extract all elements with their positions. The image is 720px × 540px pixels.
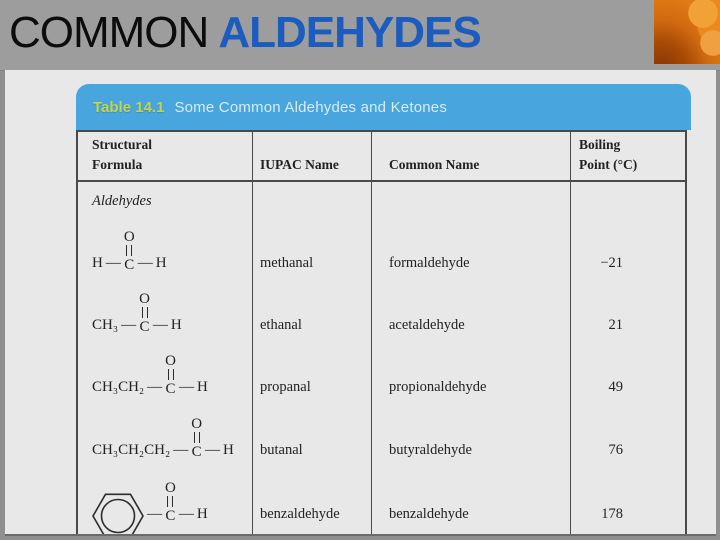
title-band (0, 0, 720, 71)
carbonyl-group (124, 230, 135, 272)
carbonyl-group (139, 292, 150, 334)
table-row (78, 344, 685, 406)
cell-structural-formula (78, 344, 252, 406)
aldehydes-table (76, 130, 687, 536)
column-header-line: Structural (92, 136, 152, 152)
formula-suffix: H (155, 254, 167, 271)
column-header (252, 132, 371, 180)
formula-prefix: CH₃CH₂ (92, 378, 145, 395)
table-row (78, 469, 685, 536)
formula-suffix: H (196, 378, 208, 395)
pills-photo (654, 0, 720, 64)
carbonyl-group (165, 481, 176, 523)
cell-common-name: formaldehyde (371, 216, 570, 282)
bond-dash: — (121, 316, 137, 333)
cell-common-name: propionaldehyde (371, 344, 570, 406)
oxygen-atom: O (123, 229, 135, 245)
carbon-atom: C (124, 257, 135, 273)
formula-prefix: CH₃ (92, 316, 119, 333)
double-bond-icon (167, 496, 173, 507)
cell-iupac-name: benzaldehyde (252, 469, 371, 536)
cell-structural-formula (78, 282, 252, 344)
oxygen-atom: O (165, 480, 176, 496)
title-word-common: COMMON (9, 8, 209, 57)
double-bond-icon (126, 245, 132, 256)
carbon-atom: C (139, 319, 150, 335)
cell-boiling-point: −21 (570, 216, 685, 282)
table-banner (76, 84, 691, 130)
bond-dash: — (178, 505, 194, 522)
column-header (78, 132, 252, 180)
cell-boiling-point: 178 (570, 469, 685, 536)
column-header (371, 132, 570, 180)
formula-prefix: CH₃CH₂CH₂ (92, 441, 171, 458)
banner-label: Table 14.1 (93, 98, 165, 116)
column-header-line: Formula (92, 156, 143, 172)
cell-iupac-name: ethanal (252, 282, 371, 344)
cell-iupac-name: propanal (252, 344, 371, 406)
cell-common-name: butyraldehyde (371, 406, 570, 469)
oxygen-atom: O (165, 353, 176, 369)
section-label: Aldehydes (92, 192, 152, 209)
scanned-page (5, 70, 716, 536)
cell-common-name: acetaldehyde (371, 282, 570, 344)
column-header-line: Boiling (579, 136, 621, 152)
cell-boiling-point: 76 (570, 406, 685, 469)
carbon-atom: C (165, 381, 176, 397)
slide-title (9, 8, 481, 59)
bond-dash: — (173, 441, 189, 458)
cell-common-name: benzaldehyde (371, 469, 570, 536)
bond-dash: — (178, 378, 194, 395)
formula-suffix: H (196, 505, 208, 522)
table-body (78, 182, 685, 536)
cell-structural-formula (78, 216, 252, 282)
bond-dash: — (105, 254, 121, 271)
formula-prefix: H (92, 254, 103, 271)
carbon-atom: C (165, 508, 176, 524)
cell-iupac-name: butanal (252, 406, 371, 469)
empty-cell (570, 182, 685, 216)
double-bond-icon (142, 307, 148, 318)
bond-dash: — (147, 378, 163, 395)
bond-dash: — (205, 441, 221, 458)
carbonyl-group (165, 354, 176, 396)
column-header-line: Common Name (389, 156, 480, 172)
bond-dash: — (137, 254, 153, 271)
cell-structural-formula (78, 406, 252, 469)
carbonyl-group (191, 417, 202, 459)
formula-suffix: H (223, 441, 234, 458)
column-header-line: Point (°C) (579, 156, 638, 172)
oxygen-atom: O (139, 291, 150, 307)
cell-structural-formula (78, 469, 252, 536)
cell-boiling-point: 49 (570, 344, 685, 406)
title-word-aldehydes: ALDEHYDES (218, 8, 481, 57)
bond-dash: — (152, 316, 168, 333)
table-header-row (78, 132, 685, 182)
cell-iupac-name: methanal (252, 216, 371, 282)
table-row (78, 282, 685, 344)
carbon-atom: C (191, 444, 202, 460)
column-header-line: IUPAC Name (260, 156, 339, 172)
cell-structural-formula (78, 182, 252, 216)
table-row (78, 216, 685, 282)
column-header (570, 132, 685, 180)
double-bond-icon (168, 369, 174, 380)
formula-suffix: H (170, 316, 182, 333)
empty-cell (371, 182, 570, 216)
cell-boiling-point: 21 (570, 282, 685, 344)
empty-cell (252, 182, 371, 216)
table-row (78, 406, 685, 469)
double-bond-icon (194, 432, 200, 443)
oxygen-atom: O (191, 416, 203, 432)
banner-caption: Some Common Aldehydes and Ketones (174, 98, 448, 116)
bond-dash: — (147, 505, 162, 522)
benzene-ring-icon (92, 490, 144, 536)
table-row (78, 182, 685, 216)
